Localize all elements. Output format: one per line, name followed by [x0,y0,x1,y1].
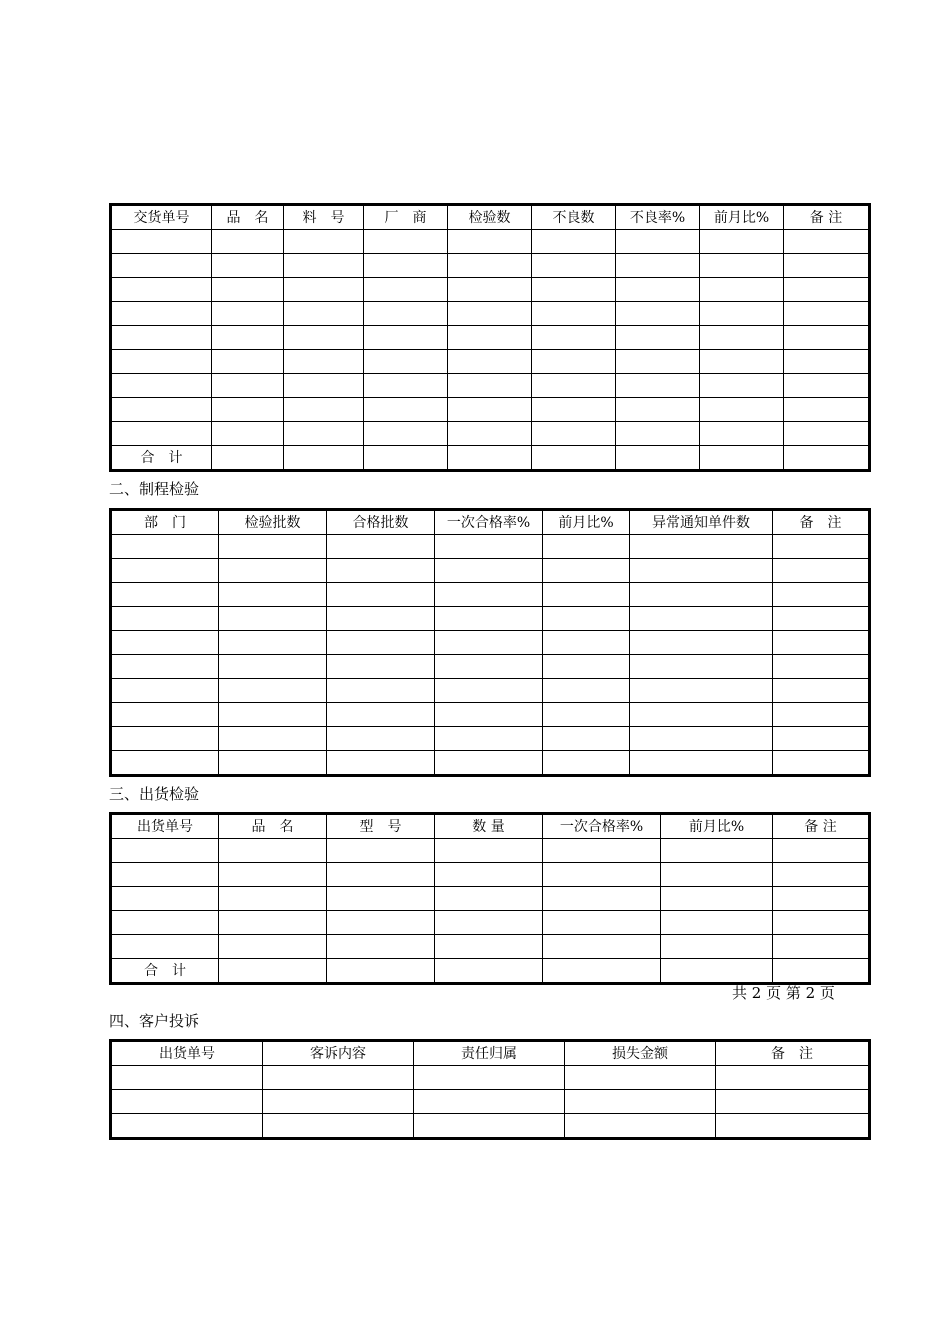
table-cell[interactable] [219,559,327,583]
table-cell[interactable] [784,230,870,254]
table-cell[interactable] [700,230,784,254]
header-row [111,205,870,230]
column-header: 检验批数 [219,510,327,535]
table-cell[interactable] [700,446,784,471]
table-cell[interactable] [661,935,773,959]
table-cell[interactable] [630,631,773,655]
table-row [111,631,870,655]
table-cell[interactable] [364,230,448,254]
column-header: 异常通知单件数 [630,510,773,535]
table-cell[interactable] [616,350,700,374]
table-cell[interactable] [364,398,448,422]
table-cell[interactable] [284,278,364,302]
table-row [111,607,870,631]
table-cell[interactable] [773,887,870,911]
table-cell[interactable] [784,326,870,350]
page-number: 共 2 页 第 2 页 [732,984,835,1002]
table-cell[interactable] [212,398,284,422]
table-cell[interactable] [219,863,327,887]
table-row [111,302,870,326]
table-cell[interactable] [219,535,327,559]
table-cell[interactable] [532,278,616,302]
table-cell[interactable] [543,911,661,935]
table-row [111,1114,870,1139]
table-cell[interactable] [532,326,616,350]
table-cell[interactable] [616,326,700,350]
table-row [111,350,870,374]
table-cell[interactable] [219,911,327,935]
table-cell[interactable] [435,655,543,679]
table-cell[interactable] [111,911,219,935]
shipment-inspection-title: 三、出货检验 [109,785,200,803]
table-row [111,703,870,727]
table-cell[interactable] [700,254,784,278]
table-cell[interactable] [284,254,364,278]
table-cell[interactable] [773,751,870,776]
table-cell[interactable] [773,679,870,703]
column-header: 出货单号 [111,814,219,839]
table-cell[interactable] [716,1114,870,1139]
table-row [111,911,870,935]
table-cell[interactable] [212,278,284,302]
table-cell[interactable] [773,631,870,655]
table-cell[interactable] [435,607,543,631]
table-cell[interactable] [700,398,784,422]
table-cell[interactable] [616,398,700,422]
table-cell[interactable] [448,374,532,398]
header-row [111,814,870,839]
table-cell[interactable] [364,278,448,302]
table-cell[interactable] [327,727,435,751]
table-cell[interactable] [435,751,543,776]
table-cell[interactable] [565,1114,716,1139]
table-cell[interactable] [616,422,700,446]
table-cell[interactable] [543,935,661,959]
table-cell[interactable] [543,559,630,583]
table-cell[interactable] [700,326,784,350]
column-header: 不良率% [616,205,700,230]
table-cell[interactable] [773,607,870,631]
table-cell[interactable] [773,583,870,607]
table-cell[interactable] [543,679,630,703]
table-cell[interactable] [284,422,364,446]
table-cell[interactable] [364,422,448,446]
table-cell[interactable] [616,302,700,326]
table-cell[interactable] [364,374,448,398]
table-cell[interactable] [532,302,616,326]
table-cell[interactable] [219,935,327,959]
table-cell[interactable] [435,911,543,935]
table-cell[interactable] [630,655,773,679]
table-cell[interactable] [111,863,219,887]
table-cell[interactable] [543,607,630,631]
table-cell[interactable] [773,911,870,935]
table-cell[interactable] [219,631,327,655]
table-cell[interactable] [448,230,532,254]
column-header: 备 注 [716,1041,870,1066]
table-row [111,655,870,679]
table-cell[interactable] [327,655,435,679]
table-cell[interactable] [435,679,543,703]
table-cell[interactable] [111,935,219,959]
table-cell[interactable] [111,887,219,911]
table-row [111,422,870,446]
table-cell[interactable] [111,727,219,751]
column-header: 交货单号 [111,205,212,230]
header-row [111,510,870,535]
table-cell[interactable] [435,535,543,559]
column-header: 一次合格率% [435,510,543,535]
table-cell[interactable] [111,1090,263,1114]
table-cell[interactable] [661,887,773,911]
table-cell[interactable] [327,703,435,727]
table-cell[interactable] [784,278,870,302]
table-cell[interactable] [616,230,700,254]
table-row [111,278,870,302]
table-cell[interactable] [448,422,532,446]
total-row [111,446,870,471]
header-row [111,1041,870,1066]
table-cell[interactable] [111,559,219,583]
table-cell[interactable] [630,679,773,703]
table-cell[interactable] [327,959,435,984]
table-cell[interactable] [111,655,219,679]
table-cell[interactable] [661,863,773,887]
table-cell[interactable] [327,935,435,959]
table-row [111,863,870,887]
table-cell[interactable] [616,374,700,398]
table-cell[interactable] [111,374,212,398]
table-cell[interactable] [219,887,327,911]
table-cell[interactable] [111,607,219,631]
table-cell[interactable] [616,446,700,471]
table-cell[interactable] [435,727,543,751]
table-cell[interactable] [773,559,870,583]
table-cell[interactable] [435,631,543,655]
table-cell[interactable] [414,1066,565,1090]
table-cell[interactable] [448,302,532,326]
table-cell[interactable] [364,254,448,278]
table-cell[interactable] [543,703,630,727]
table-cell[interactable] [435,887,543,911]
table-cell[interactable] [111,254,212,278]
table-cell[interactable] [661,839,773,863]
table-row [111,559,870,583]
table-cell[interactable] [212,254,284,278]
table-cell[interactable] [435,935,543,959]
table-cell[interactable] [111,839,219,863]
table-cell[interactable] [773,959,870,984]
table-cell[interactable] [532,254,616,278]
table-row [111,679,870,703]
table-cell[interactable] [111,679,219,703]
table-cell[interactable] [543,959,661,984]
table-cell[interactable] [111,631,219,655]
column-header: 前月比% [661,814,773,839]
table-cell[interactable] [327,911,435,935]
table-cell[interactable] [773,839,870,863]
table-cell[interactable] [543,727,630,751]
table-cell[interactable] [784,422,870,446]
table-cell[interactable] [700,374,784,398]
column-header: 客诉内容 [263,1041,414,1066]
table-cell[interactable] [111,703,219,727]
table-cell[interactable] [212,374,284,398]
table-row [111,1066,870,1090]
table-cell[interactable] [327,751,435,776]
table-cell[interactable] [327,631,435,655]
table-cell[interactable] [532,422,616,446]
table-cell[interactable] [543,751,630,776]
table-cell[interactable] [435,559,543,583]
table-row [111,1090,870,1114]
table-cell[interactable] [327,535,435,559]
column-header: 损失金额 [565,1041,716,1066]
table-cell[interactable] [364,350,448,374]
table-cell[interactable] [448,326,532,350]
table-cell[interactable] [212,302,284,326]
table-cell[interactable] [364,302,448,326]
column-header: 厂 商 [364,205,448,230]
table-cell[interactable] [532,350,616,374]
table-row [111,887,870,911]
table-cell[interactable] [111,583,219,607]
total-label: 合 计 [111,959,219,984]
table-cell[interactable] [773,655,870,679]
table-cell[interactable] [784,302,870,326]
column-header: 部 门 [111,510,219,535]
table-cell[interactable] [284,398,364,422]
table-cell[interactable] [364,326,448,350]
table-cell[interactable] [284,302,364,326]
table-cell[interactable] [784,350,870,374]
table-row [111,374,870,398]
table-cell[interactable] [700,278,784,302]
column-header: 一次合格率% [543,814,661,839]
table-cell[interactable] [630,559,773,583]
table-cell[interactable] [284,326,364,350]
table-cell[interactable] [111,1066,263,1090]
table-cell[interactable] [532,230,616,254]
table-row [111,583,870,607]
shipment-inspection-table [109,812,871,985]
table-cell[interactable] [212,326,284,350]
table-cell[interactable] [773,535,870,559]
table-cell[interactable] [435,863,543,887]
table-cell[interactable] [284,230,364,254]
column-header: 责任归属 [414,1041,565,1066]
total-label: 合 计 [111,446,212,471]
table-cell[interactable] [414,1090,565,1114]
table-cell[interactable] [565,1066,716,1090]
column-header: 数 量 [435,814,543,839]
table-cell[interactable] [630,751,773,776]
column-header: 检验数 [448,205,532,230]
customer-complaints-table [109,1039,871,1140]
table-cell[interactable] [532,374,616,398]
table-row [111,254,870,278]
table-cell[interactable] [630,535,773,559]
table-cell[interactable] [219,583,327,607]
table-cell[interactable] [212,350,284,374]
table-cell[interactable] [263,1090,414,1114]
table-cell[interactable] [327,863,435,887]
table-cell[interactable] [543,887,661,911]
incoming-inspection-table [109,203,871,472]
table-cell[interactable] [616,278,700,302]
table-cell[interactable] [543,863,661,887]
table-cell[interactable] [532,398,616,422]
table-row [111,326,870,350]
table-cell[interactable] [111,1114,263,1139]
table-cell[interactable] [773,863,870,887]
table-cell[interactable] [111,278,212,302]
table-cell[interactable] [111,751,219,776]
table-cell[interactable] [773,935,870,959]
table-cell[interactable] [364,446,448,471]
table-cell[interactable] [327,559,435,583]
table-cell[interactable] [448,446,532,471]
table-cell[interactable] [111,422,212,446]
table-cell[interactable] [630,703,773,727]
table-cell[interactable] [219,703,327,727]
table-cell[interactable] [716,1090,870,1114]
table-cell[interactable] [284,446,364,471]
column-header: 备 注 [773,814,870,839]
total-row [111,959,870,984]
table-cell[interactable] [327,679,435,703]
process-inspection-title: 二、制程检验 [109,480,200,498]
column-header: 出货单号 [111,1041,263,1066]
table-cell[interactable] [784,446,870,471]
column-header: 型 号 [327,814,435,839]
table-cell[interactable] [219,727,327,751]
table-cell[interactable] [414,1114,565,1139]
table-cell[interactable] [327,583,435,607]
table-cell[interactable] [111,535,219,559]
table-row [111,935,870,959]
table-cell[interactable] [700,302,784,326]
process-inspection-table [109,508,871,777]
table-cell[interactable] [565,1090,716,1114]
table-cell[interactable] [543,631,630,655]
table-cell[interactable] [784,254,870,278]
table-cell[interactable] [784,374,870,398]
table-cell[interactable] [773,727,870,751]
table-row [111,230,870,254]
table-cell[interactable] [212,422,284,446]
table-cell[interactable] [773,703,870,727]
column-header: 备 注 [784,205,870,230]
table-cell[interactable] [435,583,543,607]
table-cell[interactable] [616,254,700,278]
table-cell[interactable] [219,751,327,776]
table-cell[interactable] [532,446,616,471]
table-cell[interactable] [111,398,212,422]
table-cell[interactable] [700,350,784,374]
table-cell[interactable] [448,350,532,374]
table-row [111,839,870,863]
table-cell[interactable] [263,1066,414,1090]
table-cell[interactable] [543,583,630,607]
table-cell[interactable] [661,911,773,935]
table-cell[interactable] [111,350,212,374]
table-row [111,727,870,751]
column-header: 品 名 [212,205,284,230]
table-cell[interactable] [219,679,327,703]
table-cell[interactable] [284,374,364,398]
column-header: 料 号 [284,205,364,230]
table-cell[interactable] [630,583,773,607]
table-cell[interactable] [327,607,435,631]
table-row [111,398,870,422]
table-cell[interactable] [219,655,327,679]
table-cell[interactable] [219,607,327,631]
column-header: 备 注 [773,510,870,535]
table-cell[interactable] [448,398,532,422]
table-cell[interactable] [219,839,327,863]
table-cell[interactable] [327,887,435,911]
table-cell[interactable] [111,230,212,254]
column-header: 前月比% [700,205,784,230]
table-cell[interactable] [543,535,630,559]
column-header: 品 名 [219,814,327,839]
table-cell[interactable] [435,959,543,984]
column-header: 合格批数 [327,510,435,535]
table-cell[interactable] [543,655,630,679]
table-cell[interactable] [263,1114,414,1139]
table-cell[interactable] [784,398,870,422]
table-cell[interactable] [700,422,784,446]
table-cell[interactable] [284,350,364,374]
table-row [111,535,870,559]
table-cell[interactable] [630,727,773,751]
table-cell[interactable] [219,959,327,984]
table-cell[interactable] [111,326,212,350]
table-cell[interactable] [448,278,532,302]
table-cell[interactable] [327,839,435,863]
table-cell[interactable] [543,839,661,863]
table-row [111,751,870,776]
column-header: 前月比% [543,510,630,535]
table-cell[interactable] [435,703,543,727]
table-cell[interactable] [661,959,773,984]
table-cell[interactable] [630,607,773,631]
column-header: 不良数 [532,205,616,230]
table-cell[interactable] [448,254,532,278]
table-cell[interactable] [435,839,543,863]
customer-complaints-title: 四、客户投诉 [109,1012,200,1030]
table-cell[interactable] [212,230,284,254]
table-cell[interactable] [111,302,212,326]
table-cell[interactable] [716,1066,870,1090]
table-cell[interactable] [212,446,284,471]
